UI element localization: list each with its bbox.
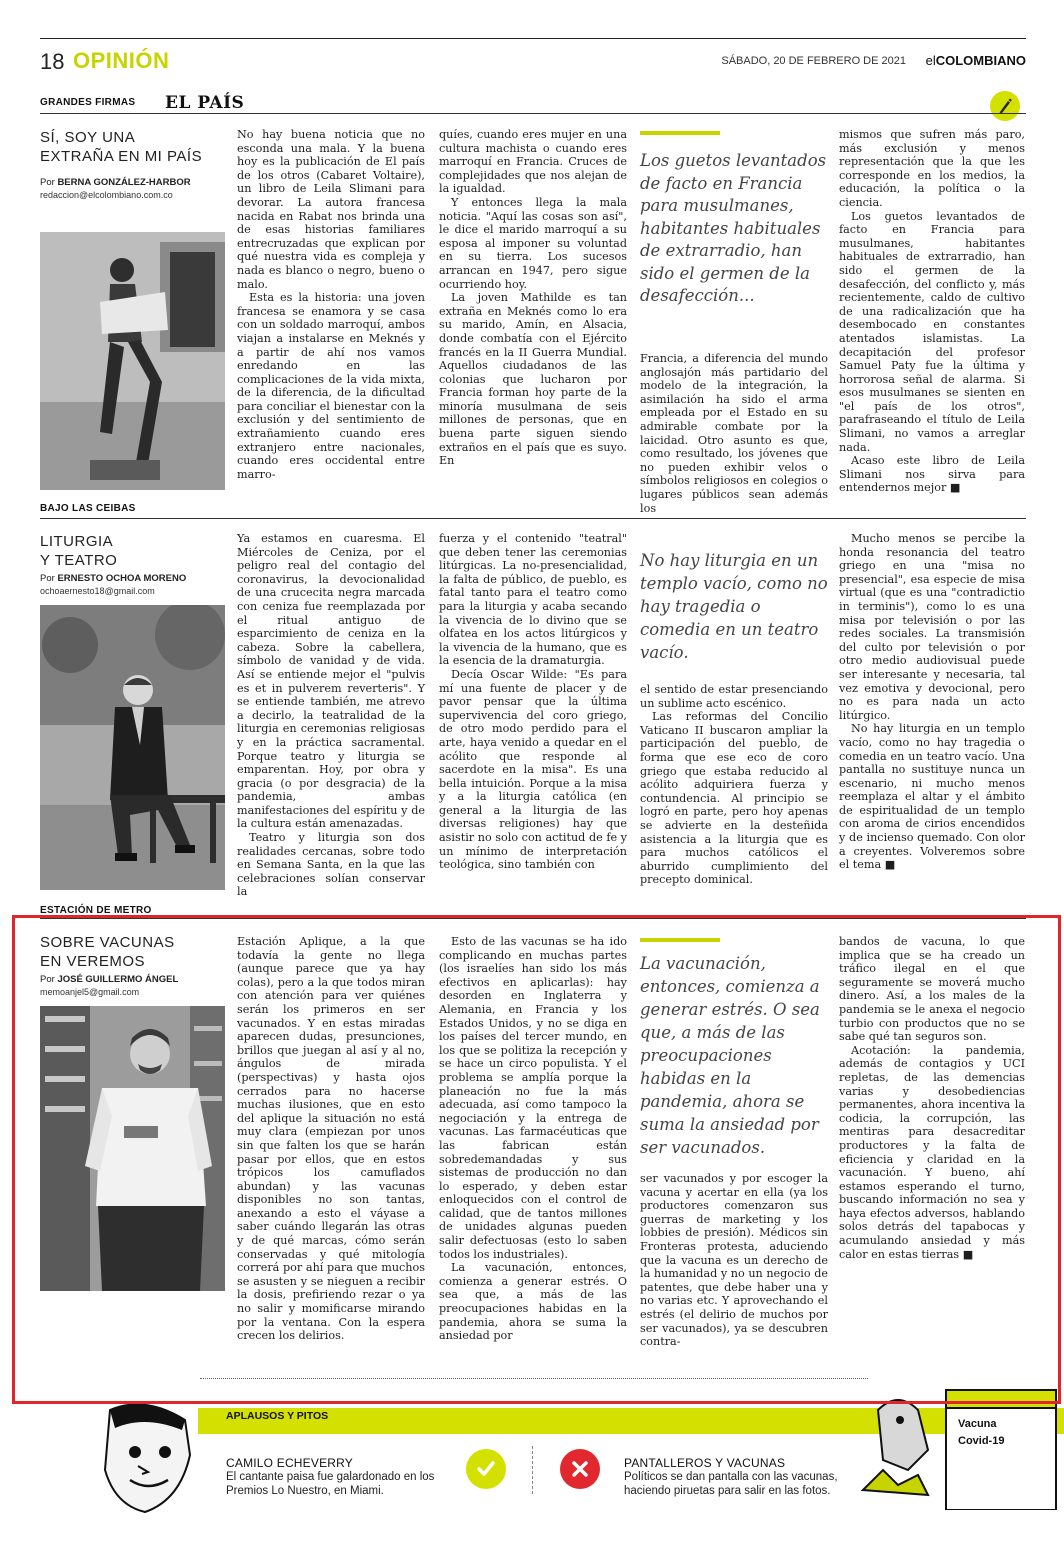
positive-name: CAMILO ECHEVERRY — [226, 1456, 354, 1470]
article-1-col-4 — [839, 128, 1025, 495]
section-rule — [40, 518, 1026, 519]
headline-line-2: EXTRAÑA EN MI PAÍS — [40, 148, 203, 165]
positive-text: El cantante paisa fue galardonado en los Premios Lo Nuestro, en Miami. — [226, 1471, 435, 1497]
headline-line-1: SOBRE VACUNAS — [40, 934, 175, 951]
section-head-grandes-firmas: GRANDES FIRMAS — [40, 97, 136, 108]
negative-text: Políticos se dan pantalla con las vacunas, haciendo piruetas para salir en las fotos. — [624, 1471, 838, 1497]
author-name: JOSÉ GUILLERMO ÁNGEL — [57, 974, 179, 985]
article-1-col-2 — [439, 128, 627, 468]
section-head-estacion-de-metro: ESTACIÓN DE METRO — [40, 905, 152, 916]
byline-prefix: Por — [40, 974, 55, 985]
article-2-col-1 — [237, 532, 425, 899]
paragraph: Las reformas del Concilio Vaticano II buscaron ampliar la participación del pueblo, de forma que ese eco de coro griego que estaba reducido al acólito adquiriera fuerza y contundencia. Al principio se logró en parte, pero hoy apenas se advierte en la desteñida asistencia a la liturgia que es para muchos católicos el aburrido cumplimiento del precepto dominical. — [640, 710, 828, 887]
article-1-col-3 — [640, 352, 828, 515]
article-2-col-2 — [439, 532, 627, 872]
paragraph: ser vacunados y por escoger la vacuna y acertar en ella (ya los productores comenzaron sus guerras de marketing y los lobbies de presión). Médicos sin Fronteras protesta, aduciendo que la vacuna es un derecho de la humanidad y no un negocio de patentes, que debe haber una y no varias etc. Y aprovechando el estrés (el delirio de muchos por ser vacunados), ya se descubren contra- — [640, 1172, 828, 1349]
section-label: OPINIÓN — [73, 48, 170, 73]
cartoon-label-1: Vacuna — [958, 1418, 997, 1430]
article-3-col-3 — [640, 1172, 828, 1349]
paragraph: fuerza y el contenido "teatral" que deben tener las ceremonias litúrgicas. La no-presencialidad, la falta de público, de pueblo, es fatal tanto para el teatro como para la liturgia y acaba secando la vivencia de lo divino que se olfatea en los actos litúrgicos y la vivencia de la humano, que es la esencia de la dramaturgia. — [439, 532, 627, 668]
paragraph: Ya estamos en cuaresma. El Miércoles de Ceniza, por el peligro real del contagio del coronavirus, la devocionalidad de una crucecita negra marcada con ceniza fue reemplazada por el ritual antiguo de esparcimiento de ceniza en la cabeza. Sobre la cabellera, símbolo de vanidad y de vida. Así se entiende mejor el "pulvis es et in pulverem reverteris". Y se entiende también, me atrevo a decirlo, la teatralidad de la liturgia en ceremonias religiosas y en la práctica sacramental. Porque teatro y liturgia se emparentan. Hoy, por obra y gracia (o por desgracia) de la pandemia, ambas manifestaciones del espíritu y de la cultura están amenazadas. — [237, 532, 425, 831]
paragraph: Francia, a diferencia del mundo anglosajón más partidario del modelo de la integración, la asimilación ha sido el arma empleada por el Estado en su admirable combate por la laicidad. Otro asunto es que, como resultado, los jóvenes que no pueden exhibir velos o símbolos religiosos en colegios o lugares públicos sean además los — [640, 352, 828, 515]
applause-title: APLAUSOS Y PITOS — [226, 1410, 329, 1422]
article-1-photo — [40, 232, 225, 490]
masthead-name: COLOMBIANO — [935, 53, 1026, 68]
paragraph: el sentido de estar presenciando un sublime acto escénico. — [640, 683, 828, 710]
section-head-bajo-las-ceibas: BAJO LAS CEIBAS — [40, 503, 136, 514]
headline-line-2: EN VEREMOS — [40, 953, 146, 970]
author-name: ERNESTO OCHOA MORENO — [57, 573, 187, 584]
paragraph: Acaso este libro de Leila Slimani nos sirva para entendernos mejor ■ — [839, 454, 1025, 495]
paragraph: Decía Oscar Wilde: "Es para mí una fuente de placer y de pavor pensar que la última supervivencia del coro griego, de otro modo perdido para el arte, haya venido a quedar en el acólito que responde al sacerdote en la misa". Es una bella intuición. Porque a la misa y a la liturgia católica (en general a la liturgia de las diversas religiones) hay que asistir no solo con actitud de fe y un mínimo de interpretación teológica, sino también con — [439, 667, 627, 872]
article-3-byline — [40, 974, 178, 985]
article-3-col-4 — [839, 935, 1025, 1261]
paragraph: Y entonces llega la mala noticia. "Aquí las cosas son así", le dice el marido marroquí a su esposa al imponer su voluntad en su tierra. Los sucesos arrancan en 1947, pero sigue ocurriendo hoy. — [439, 195, 627, 291]
paragraph: Teatro y liturgia son dos realidades cercanas, sobre todo en Semana Santa, en la que las celebraciones solían conservar la — [237, 831, 425, 899]
paragraph: No hay liturgia en un templo vacío, como no hay tragedia o comedia en un teatro vacío. Una pantalla no sustituye nunca un escenario, ni mucho menos reemplaza el altar y el ámbito de espiritualidad de un templo con aroma de cirios encendidos y de incienso quemado. Con olor a creyentes. Volveremos sobre el tema ■ — [839, 722, 1025, 872]
paragraph: Esto de las vacunas se ha ido complicando en muchas partes (los israelíes han sido los más efectivos en aplicarlas): hay desorden en Inglaterra y Alemania, en Francia y los Estados Unidos, y no se diga en los países del tercer mundo, en los que se politiza la recepción y se hace un circo populista. Y el problema se amplía porque la planeación no fue la más adecuada, así como tampoco la negociación y la entrega de vacunas. Las farmacéuticas que las fabrican están sobredemandadas y sus sistemas de producción no dan lo esperado, y deben estar enloquecidos con el control de calidad, que de tantos millones de unidades algunas pueden salir defectuosas (esto lo saben todos los industriales). — [439, 935, 627, 1261]
masthead-logo — [926, 53, 1026, 68]
article-1-pull-quote: Los guetos levantados de facto en Francia para musulmanes, habitantes habituales de extrarradio, han sido el germen de la desafección... — [640, 151, 827, 305]
paragraph: Mucho menos se percibe la honda resonancia del teatro griego en una "misa no presencial", esa especie de misa virtual (que es una "contradictio in terminis"), como lo es una misa por televisión o por las redes sociales. La transmisión del culto por televisión o por otro medio audiovisual puede ser interesante y necesaria, tal vez emotiva y devocional, pero no es para nada un acto litúrgico. — [839, 532, 1025, 722]
dotted-rule — [200, 1378, 868, 1379]
el-pais-logo: EL PAÍS — [165, 93, 245, 113]
article-2-pull-quote: No hay liturgia en un templo vacío, como no hay tragedia o comedia en un teatro vacío. — [640, 551, 828, 662]
article-2-photo — [40, 605, 225, 890]
paragraph: quíes, cuando eres mujer en una cultura machista o cuando eres marroquí en Francia. Cruces de complejidades que nos alejan de la igualdad. — [439, 128, 627, 196]
headline-line-1: LITURGIA — [40, 533, 114, 550]
paragraph: La vacunación, entonces, comienza a generar estrés. O sea que, a más de las preocupaciones habidas en la pandemia, ahora se suma la ansiedad por — [439, 1261, 627, 1343]
masthead-el: el — [925, 53, 936, 68]
paragraph: mismos que sufren más paro, más exclusión y menos representación que la que les corresponde en los medios, la educación, la política o la ciencia. — [839, 128, 1025, 209]
article-2-col-4 — [839, 532, 1025, 872]
paragraph: La joven Mathilde es tan extraña en Meknés como lo era su marido, Amín, en Alsacia, donde combatía con el Ejército francés en la II Guerra Mundial. Aquellos ciudadanos de las colonias que lucharon por Francia forman hoy parte de la minoría musulmana de seis millones de personas, que en buena parte siguen siendo extraños en el país que es suyo. En — [439, 291, 627, 468]
paragraph: Acotación: la pandemia, además de contagios y UCI repletas, de las demencias varias y desobediencias permanentes, ahora incentiva la codicia, la corrupción, las mentiras para desacreditar productores y la falta de eficiencia y claridad en la vacunación. Y bueno, ahí estamos esperando el turno, buscando información no sea y haya efectos adversos, hablando solos detrás del tapabocas y acumulando ansiedad y más calor en estas tierras ■ — [839, 1043, 1025, 1261]
article-1-col-1 — [237, 128, 425, 481]
paragraph: bandos de vacuna, lo que implica que se ha creado un tráfico ilegal en el que seguramente se moverá mucho dinero. Así, a los males de la pandemia se le anexa el negocio turbio con productos que no se sabe qué tan seguros son. — [839, 935, 1025, 1044]
article-2-col-3 — [640, 683, 828, 887]
paragraph: Los guetos levantados de facto en Francia para musulmanes, habitantes habituales de extrarradio, han sido el germen de la desafección, del conflicto y, más recientemente, caldo de cultivo de una radicalización que ha desembocado en constantes atentados islamistas. La decapitación del profesor Samuel Paty fue la última y horrorosa señal de alarma. Si esos musulmanes se sienten en "el país de los otros", parafraseando el título de Leila Slimani, no vamos a arreglar nada. — [839, 209, 1025, 454]
article-2-headline — [40, 532, 117, 570]
article-1-email: redaccion@elcolombiano.com.co — [40, 190, 173, 200]
cartoon-right — [858, 1380, 1064, 1510]
headline-line-2: Y TEATRO — [40, 552, 118, 569]
byline-prefix: Por — [40, 573, 55, 584]
article-3-col-1 — [237, 935, 425, 1343]
pen-icon — [990, 91, 1020, 121]
article-3-pull-quote: La vacunación, entonces, comienza a generar estrés. O sea que, a más de las preocupaciones habidas en la pandemia, ahora se suma la ansiedad por ser vacunados. — [640, 954, 820, 1157]
cartoon-left — [90, 1400, 200, 1520]
article-2-email: ochoaernesto18@gmail.com — [40, 586, 155, 596]
paragraph: Estación Aplique, a la que todavía la gente no llega (aunque parece que ya hay colas), pero a la que todos miran con atención para ver quiénes serán los primeros en ser vacunados. Y en estas miradas aparecen dudas, presunciones, brillos que juegan al así y al no, ángulos de mirada (perspectivas) y hasta ojos cerrados para no hacerse muchas ilusiones, que en esto del aplique la situación no está muy clara (empiezan por unos sin que falten los que se harán pasar por ellos, que en estos trópicos los camuflados abundan) y las vacunas disponibles no son tantas, anexando a esto el váyase a saber cuándo llegarán las otras y de qué marcas, cómo serán conservadas y qué mitología correrá por ahí para que muchos se asusten y se nieguen a recibir la dosis, prefiriendo rezar o ya no salir y momificarse mirando por la ventana. Con la espera crecen los delirios. — [237, 935, 425, 1343]
quote-accent-bar — [640, 938, 720, 942]
author-name: BERNA GONZÁLEZ-HARBOR — [57, 177, 191, 188]
negative-name: PANTALLEROS Y VACUNAS — [624, 1456, 786, 1470]
page-header — [40, 38, 1026, 74]
quote-accent-bar — [640, 131, 720, 135]
article-3-col-2 — [439, 935, 627, 1343]
cross-icon — [560, 1449, 600, 1489]
issue-date: SÁBADO, 20 DE FEBRERO DE 2021 — [721, 55, 906, 67]
check-icon — [466, 1449, 506, 1489]
page-number: 18 — [40, 49, 65, 74]
paragraph: Esta es la historia: una joven francesa se enamora y se casa con un soldado marroquí, ambos viajan a instalarse en Meknés y a partir de ahí nos vamos enredando en las complicaciones de la vida mixta, de la diferencia, de la dificultad para conciliar el bienestar con la exclusión y del sentimiento de extrañamiento cuando eres extranjero entre nacionales, cuando eres occidental entre marro- — [237, 291, 425, 481]
article-1-headline — [40, 128, 202, 166]
article-3-headline — [40, 933, 175, 971]
article-2-byline — [40, 573, 186, 584]
brief-separator — [532, 1446, 533, 1494]
cartoon-label-2: Covid-19 — [958, 1435, 1005, 1447]
article-1-byline — [40, 177, 191, 188]
section-rule — [40, 113, 1026, 114]
article-3-photo — [40, 1006, 225, 1291]
headline-line-1: SÍ, SOY UNA — [40, 129, 136, 146]
article-3-email: memoanjel5@gmail.com — [40, 987, 140, 997]
paragraph: No hay buena noticia que no esconda una mala. Y la buena hoy es la publicación de El país de los otros (Cabaret Voltaire), un libro de Leila Slimani para devorar. La autora francesa nacida en Rabat nos brinda una de esas historias familiares entrecruzadas que explican por qué nuestra vida es compleja y nada es blanco o negro, bueno o malo. — [237, 128, 425, 291]
byline-prefix: Por — [40, 177, 55, 188]
section-rule — [40, 918, 1026, 919]
